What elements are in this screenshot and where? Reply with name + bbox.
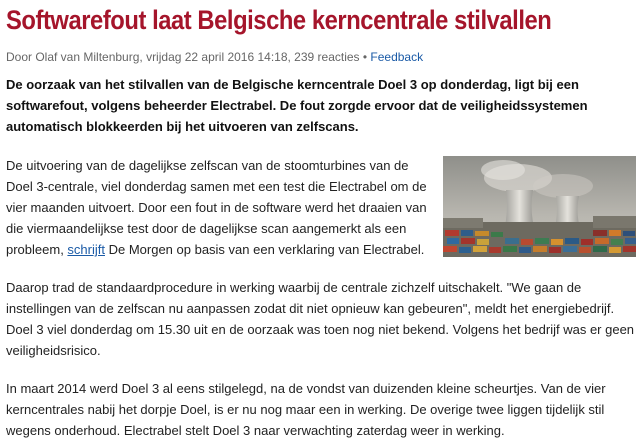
paragraph-1-text-a: De uitvoering van de dagelijkse zelfscan van de stoomturbines van de Doel 3-centrale, viel donderdag samen met een test die Electrabel om de vier maanden uitvoert. Door een fout in de software werd het draaien van die viermaandelijkse test door de dagelijkse scan aangemerkt als een probleem,	[6, 158, 427, 257]
article	[6, 4, 636, 441]
paragraph-1	[6, 155, 636, 260]
paragraph-1-text-b: De Morgen op basis van een verklaring van Electrabel.	[104, 242, 425, 257]
article-title: Softwarefout laat Belgische kerncentrale stilvallen	[6, 5, 552, 35]
feedback-link[interactable]: Feedback	[370, 50, 424, 64]
paragraph-3: In maart 2014 werd Doel 3 al eens stilgelegd, na de vondst van duizenden kleine scheurtjes. Van de vier kerncentrales nabij het dorpje Doel, is er nu nog maar een in werking. De overige twee liggen tijdelijk stil wegens onderhoud. Electrabel stelt Doel 3 naar verwachting zaterdag weer in werking.	[6, 381, 606, 438]
nuclear-plant-photo	[443, 156, 636, 257]
byline-text: Door Olaf van Miltenburg, vrijdag 22 april 2016 14:18, 239 reacties •	[6, 50, 371, 64]
schrijft-link[interactable]: schrijft	[67, 242, 105, 257]
article-lead: De oorzaak van het stilvallen van de Belgische kerncentrale Doel 3 op donderdag, ligt bij een softwarefout, volgens beheerder Electrabel. De fout zorgde ervoor dat de veiligheidssystemen automatisch blokkeerden bij het uitvoeren van zelfscans.	[6, 77, 588, 134]
paragraph-2: Daarop trad de standaardprocedure in werking waarbij de centrale zichzelf uitschakelt. "We gaan de instellingen van de zelfscan nu aanpassen zodat dit niet opnieuw kan gebeuren", meldt het energiebedrijf. Doel 3 viel donderdag om 15.30 uit en de oorzaak was toen nog niet bekend. Volgens het bedrijf was er geen veiligheidsrisico.	[6, 280, 635, 358]
byline	[6, 49, 636, 65]
